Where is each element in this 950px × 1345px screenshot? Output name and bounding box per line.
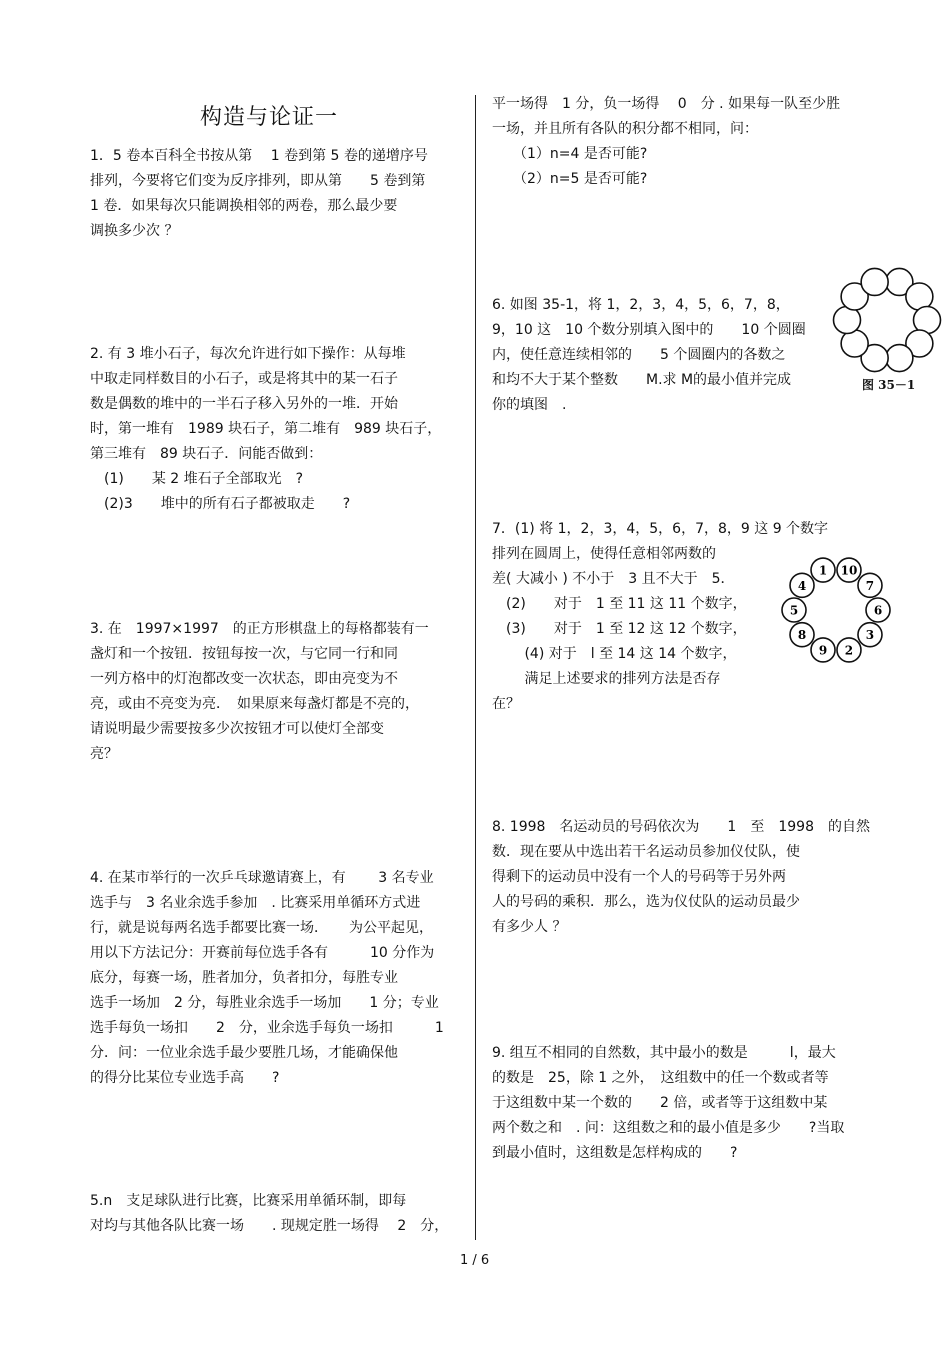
number-ring-label: 6 bbox=[873, 603, 883, 618]
text-line: (3) 对于 1 至 12 这 12 个数字， bbox=[492, 621, 747, 637]
text-line: 调换多少次 ？ bbox=[90, 223, 179, 239]
text-line: (4) 对于 l 至 14 这 14 个数字， bbox=[492, 646, 737, 662]
text-line: 分．问：一位业余选手最少要胜几场，才能确保他 bbox=[90, 1045, 398, 1061]
text-line: 用以下方法记分：开赛前每位选手各有 10 分作为 bbox=[90, 945, 435, 961]
ring-circle bbox=[886, 345, 913, 372]
text-line: 5.n 支足球队进行比赛，比赛采用单循环制，即每 bbox=[90, 1193, 407, 1209]
text-line: 第三堆有 89 块石子．问能否做到： bbox=[90, 446, 323, 462]
figure-p7-number-ring bbox=[776, 550, 898, 670]
text-line: 一场，并且所有各队的积分都不相同，问： bbox=[492, 121, 758, 137]
text-line: 6. 如图 35-1，将 1，2，3，4，5，6，7，8， bbox=[492, 297, 790, 313]
number-ring-label: 8 bbox=[797, 628, 807, 643]
problem-3 bbox=[90, 617, 429, 767]
text-line: 请说明最少需要按多少次按钮才可以使灯全部变 bbox=[90, 721, 384, 737]
problem-9 bbox=[492, 1041, 844, 1166]
text-line: 得剩下的运动员中没有一个人的号码等于另外两 bbox=[492, 869, 786, 885]
text-line: (1) 某 2 堆石子全部取光 ? bbox=[90, 471, 304, 487]
text-line: 8. 1998 名运动员的号码依次为 1 至 1998 的自然 bbox=[492, 819, 870, 835]
text-line: 两个数之和 . 问：这组数之和的最小值是多少 ?当取 bbox=[492, 1120, 845, 1136]
problem-5-continued bbox=[492, 92, 840, 192]
ring-circle bbox=[861, 268, 888, 295]
text-line: 中取走同样数目的小石子，或是将其中的某一石子 bbox=[90, 371, 398, 387]
text-line: 内，使任意连续相邻的 5 个圆圈内的各数之 bbox=[492, 347, 786, 363]
text-line: 3. 在 1997×1997 的正方形棋盘上的每格都装有一 bbox=[90, 621, 429, 637]
text-line: 于这组数中某一个数的 2 倍，或者等于这组数中某 bbox=[492, 1095, 828, 1111]
page-number: 1 / 6 bbox=[460, 1253, 490, 1268]
problem-8 bbox=[492, 815, 870, 940]
text-line: 选手每负一场扣 2 分，业余选手每负一场扣 1 bbox=[90, 1020, 444, 1036]
problem-2 bbox=[90, 342, 441, 517]
number-ring-label: 5 bbox=[789, 603, 799, 618]
text-line: 亮？ bbox=[90, 746, 118, 762]
text-line: 盏灯和一个按钮．按钮每按一次，与它同一行和同 bbox=[90, 646, 398, 662]
text-line: 1．5 卷本百科全书按从第 1 卷到第 5 卷的递增序号 bbox=[90, 148, 428, 164]
number-ring-label: 2 bbox=[844, 643, 854, 658]
number-ring-label: 10 bbox=[840, 563, 858, 578]
text-line: 到最小值时，这组数是怎样构成的 ? bbox=[492, 1145, 738, 1161]
number-ring-label: 7 bbox=[865, 578, 875, 593]
column-divider bbox=[475, 95, 476, 1240]
number-ring-label: 9 bbox=[818, 643, 828, 658]
text-line: 和均不大于某个整数 M.求 M的最小值并完成 bbox=[492, 372, 792, 388]
text-line: 满足上述要求的排列方法是否存 bbox=[492, 671, 721, 687]
text-line: 2. 有 3 堆小石子，每次允许进行如下操作：从每堆 bbox=[90, 346, 406, 362]
text-line: 的得分比某位专业选手高 ? bbox=[90, 1070, 280, 1086]
text-line: 亮，或由不亮变为亮． 如果原来每盏灯都是不亮的， bbox=[90, 696, 419, 712]
text-line: 9. 组互不相同的自然数，其中最小的数是 l，最大 bbox=[492, 1045, 836, 1061]
text-line: 对均与其他各队比赛一场 . 现规定胜一场得 2 分， bbox=[90, 1218, 449, 1234]
text-line: 的数是 25，除 1 之外， 这组数中的任一个数或者等 bbox=[492, 1070, 829, 1086]
text-line: (2)3 堆中的所有石子都被取走 ? bbox=[90, 496, 351, 512]
text-line: 数．现在要从中选出若干名运动员参加仪仗队，使 bbox=[492, 844, 800, 860]
text-line: 底分，每赛一场，胜者加分，负者扣分，每胜专业 bbox=[90, 970, 398, 986]
text-line: 一列方格中的灯泡都改变一次状态，即由亮变为不 bbox=[90, 671, 398, 687]
text-line: 9，10 这 10 个数分别填入图中的 10 个圆圈 bbox=[492, 322, 806, 338]
text-line: 选手一场加 2 分，每胜业余选手一场加 1 分；专业 bbox=[90, 995, 439, 1011]
text-line: （2）n=5 是否可能? bbox=[492, 171, 648, 187]
text-line: 时，第一堆有 1989 块石子，第二堆有 989 块石子， bbox=[90, 421, 442, 437]
text-line: 1 卷．如果每次只能调换相邻的两卷，那么最少要 bbox=[90, 198, 398, 214]
text-line: 排列在圆周上，使得任意相邻两数的 bbox=[492, 546, 716, 562]
problem-6 bbox=[492, 293, 806, 418]
number-ring-label: 1 bbox=[818, 563, 828, 578]
page-title: 构造与论证一 bbox=[200, 105, 339, 130]
text-line: 有多少人 ？ bbox=[492, 919, 567, 935]
text-line: 排列，今要将它们变为反序排列，即从第 5 卷到第 bbox=[90, 173, 426, 189]
text-line: 选手与 3 名业余选手参加 . 比赛采用单循环方式进 bbox=[90, 895, 421, 911]
problem-5 bbox=[90, 1189, 448, 1239]
text-line: 差( 大减小 ) 不小于 3 且不大于 5． bbox=[492, 571, 735, 587]
text-line: 平一场得 1 分，负一场得 0 分 . 如果每一队至少胜 bbox=[492, 96, 841, 112]
problem-1 bbox=[90, 144, 428, 244]
figure-35-1-caption: 图 35－1 bbox=[862, 378, 916, 392]
text-line: (2) 对于 1 至 11 这 11 个数字， bbox=[492, 596, 747, 612]
text-line: 你的填图 . bbox=[492, 397, 567, 413]
text-line: 4. 在某市举行的一次乒乓球邀请赛上，有 3 名专业 bbox=[90, 870, 434, 886]
number-ring-label: 3 bbox=[865, 628, 875, 643]
problem-4 bbox=[90, 866, 444, 1091]
text-line: （1）n=4 是否可能? bbox=[492, 146, 648, 162]
text-line: 数是偶数的堆中的一半石子移入另外的一堆．开始 bbox=[90, 396, 398, 412]
text-line: 在？ bbox=[492, 696, 520, 712]
figure-35-1-ring bbox=[830, 265, 948, 377]
text-line: 行，就是说每两名选手都要比赛一场． 为公平起见， bbox=[90, 920, 433, 936]
text-line: 7．(1) 将 1，2，3，4，5，6，7，8，9 这 9 个数字 bbox=[492, 521, 829, 537]
text-line: 人的号码的乘积．那么，选为仪仗队的运动员最少 bbox=[492, 894, 800, 910]
number-ring-label: 4 bbox=[797, 578, 807, 593]
